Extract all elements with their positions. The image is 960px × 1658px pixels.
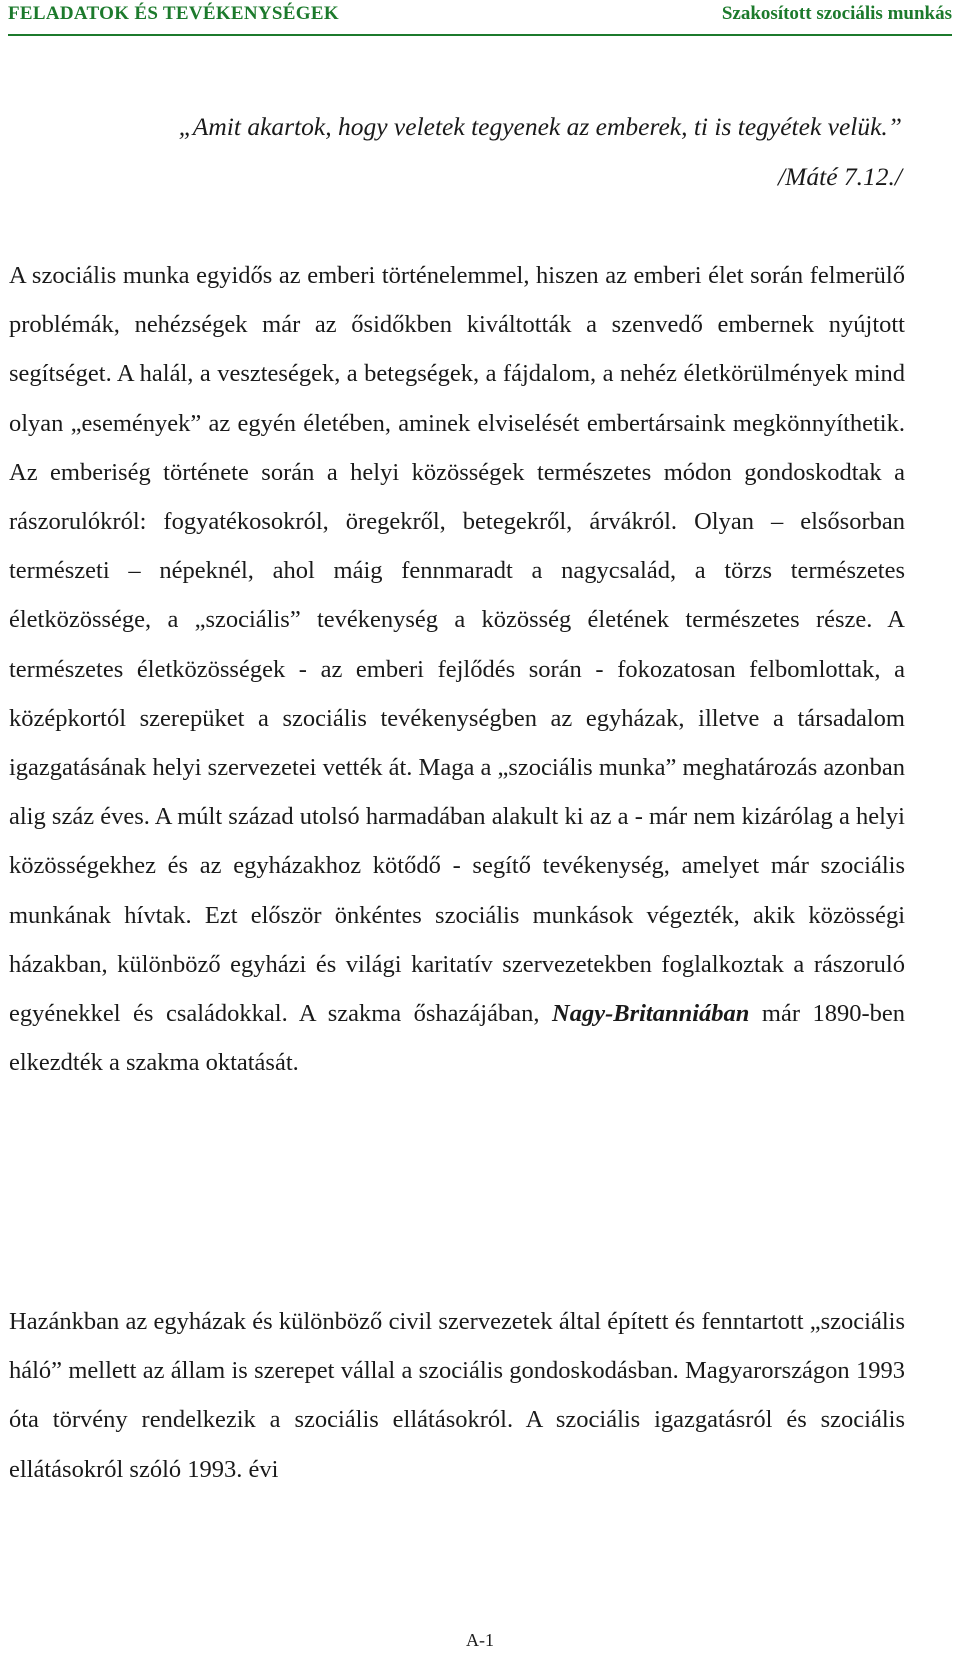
quote-source: /Máté 7.12./ [778, 162, 902, 191]
paragraph-1-text: A szociális munka egyidős az emberi történelemmel, hiszen az emberi élet során felmerülő problémák, nehézségek már az ősidőkben kiváltották a szenvedő embernek nyújtott segítséget. A halál, a veszteségek, a betegségek, a fájdalom, a nehéz életkörülmények mind olyan „események” az egyén életében, aminek elviselését embertársaink megkönnyíthetik. Az emberiség története során a helyi közösségek természetes módon gondoskodtak a rászorulókról: fogyatékosokról, öregekről, betegekről, árvákról. Olyan – elsősorban természeti – népeknél, ahol máig fennmaradt a nagycsalád, a törzs természetes életközössége, a „szociális” tevékenység a közösség életének természetes része. A természetes életközösségek - az emberi fejlődés során - fokozatosan felbomlottak, a középkortól szerepüket a szociális tevékenységben az egyházak, illetve a társadalom igazgatásának helyi szervezetei vették át. Maga a „szociális munka” meghatározás azonban alig száz éves. A múlt század utolsó harmadában alakult ki az a - már nem kizárólag a helyi közösségekhez és az egyházakhoz kötődő - segítő tevékenység, amelyet már szociális munkának hívtak. Ezt először önkéntes szociális munkások végezték, akik közösségi házakban, különböző egyházi és világi karitatív szervezetekben foglalkoztak a rászoruló egyénekkel és családokkal. A szakma őshazájában, [9, 262, 905, 1028]
page-footer [0, 1630, 960, 1650]
quote-text: „Amit akartok, hogy veletek tegyenek az emberek, ti is tegyétek velük.” [178, 112, 902, 141]
header-section-title: FELADATOK ÉS TEVÉKENYSÉGEK [8, 3, 339, 24]
body-paragraph-2: Hazánkban az egyházak és különböző civil szervezetek által épített és fenntartott „szociális háló” mellett az állam is szerepet vállal a szociális gondoskodásban. Magyarországon 1993 óta törvény rendelkezik a szociális ellátásokról. A szociális igazgatásról és szociális ellátásokról szóló 1993. évi [9, 1308, 905, 1483]
header-course-title: Szakosított szociális munkás [721, 3, 952, 24]
epigraph-quote [60, 102, 902, 202]
body-paragraph-1 [9, 251, 905, 1087]
page-number: A-1 [466, 1630, 494, 1650]
page-header [8, 0, 952, 36]
paragraph-1-emphasis: Nagy-Britanniában [552, 1000, 750, 1028]
paragraph-1-text-end: már 1890-ben elkezdték a szakma oktatását. [9, 1000, 906, 1077]
